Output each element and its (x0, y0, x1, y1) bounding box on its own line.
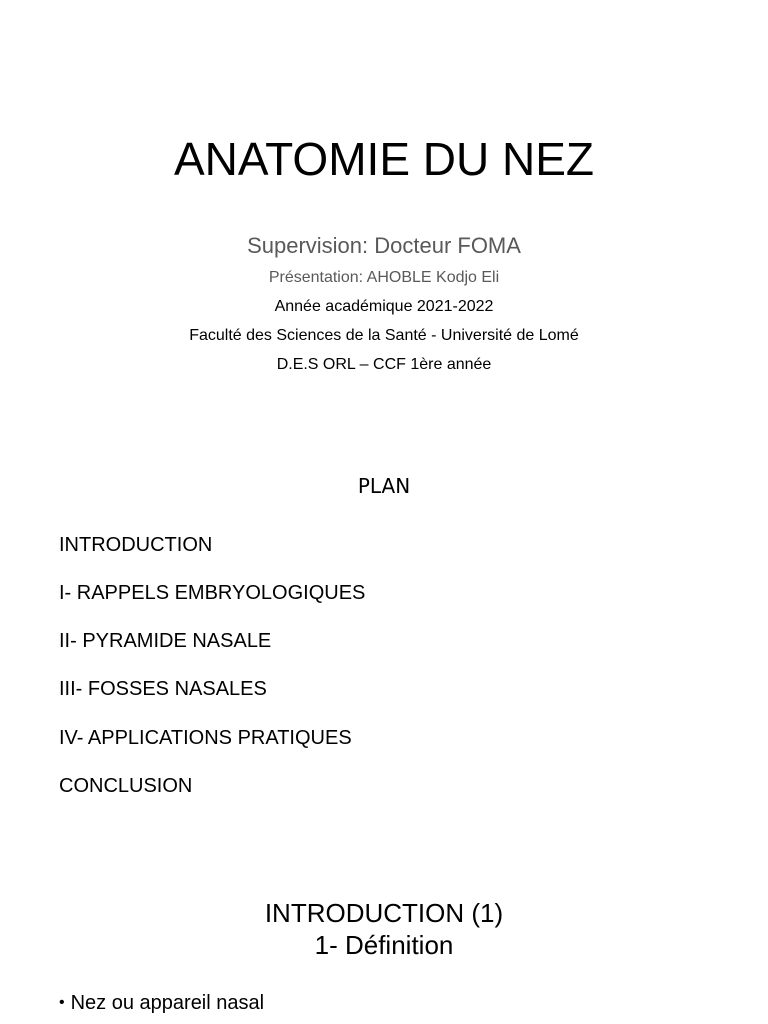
plan-item: CONCLUSION (59, 775, 193, 797)
plan-item: II- PYRAMIDE NASALE (59, 630, 272, 652)
plan-heading: PLAN (357, 474, 411, 498)
section-heading: INTRODUCTION (1) (264, 898, 504, 928)
program-line: D.E.S ORL – CCF 1ère année (276, 356, 492, 373)
bullet-item (59, 990, 264, 1016)
bullet-icon: • (59, 994, 65, 1011)
faculty-line: Faculté des Sciences de la Santé - Université de Lomé (189, 327, 579, 344)
academic-year-line: Année académique 2021-2022 (274, 298, 494, 315)
plan-item: IV- APPLICATIONS PRATIQUES (59, 727, 352, 749)
plan-item: III- FOSSES NASALES (59, 678, 267, 700)
supervision-line: Supervision: Docteur FOMA (247, 233, 521, 258)
plan-item: INTRODUCTION (59, 534, 213, 556)
document-title: ANATOMIE DU NEZ (174, 133, 594, 185)
plan-item: I- RAPPELS EMBRYOLOGIQUES (59, 582, 366, 604)
bullet-text: Nez ou appareil nasal (70, 992, 265, 1014)
presentation-line: Présentation: AHOBLE Kodjo Eli (268, 269, 500, 286)
section-subheading: 1- Définition (314, 930, 454, 960)
